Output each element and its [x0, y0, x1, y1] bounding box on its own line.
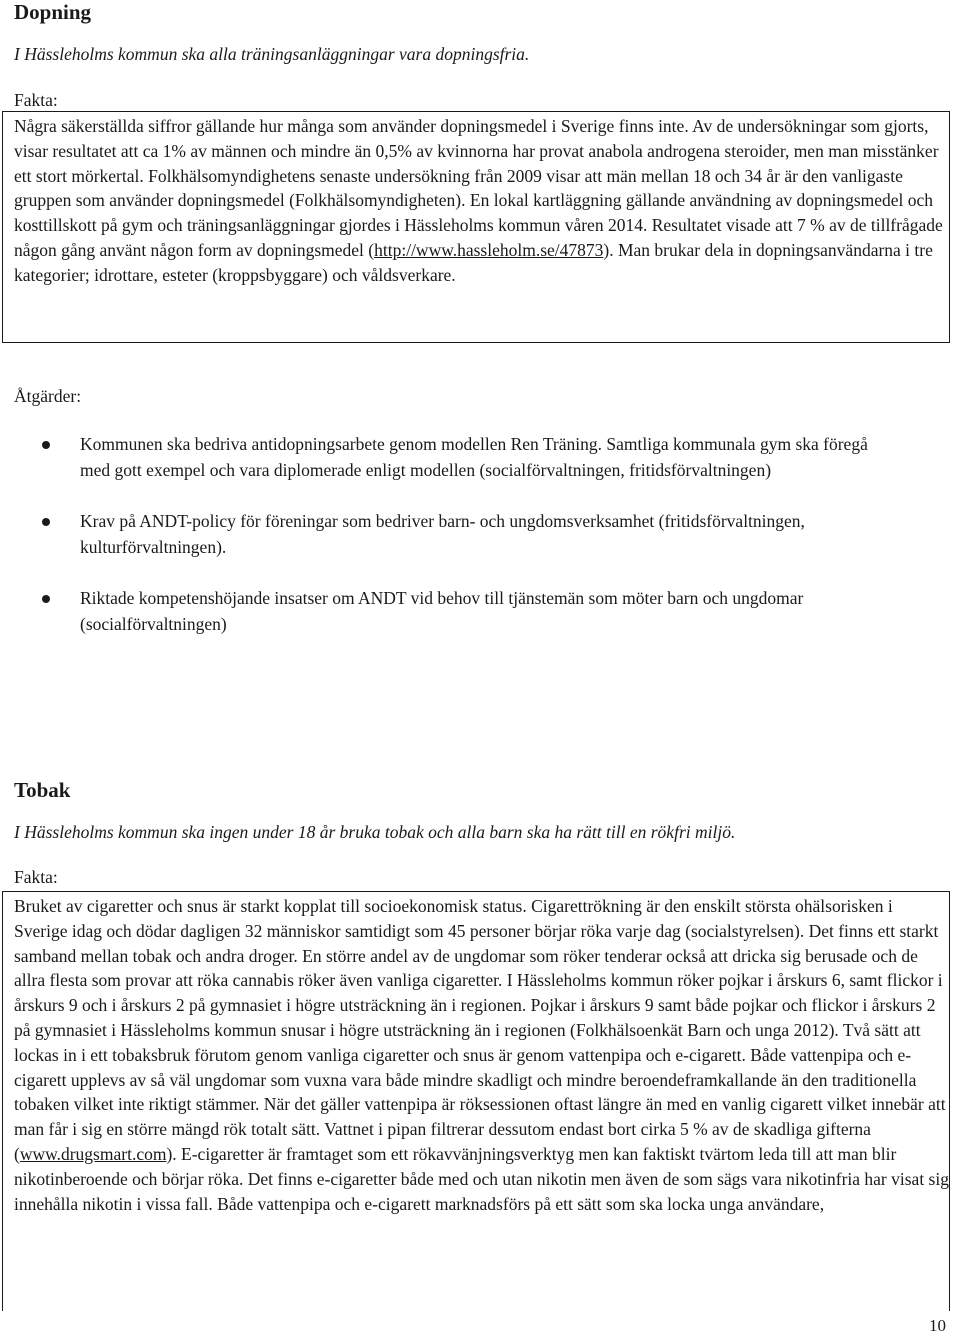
tobak-facts-part2: ). E-cigaretter är framtaget som ett rökavvänjningsverktyg men kan faktiskt tvärtom leda till att man blir nikotinberoende och börjar röka. Det finns e-cigaretter både med och utan nikotin men även de som sägs vara nikotinfria har visat sig innehålla nikotin i vissa fall. Både vattenpipa och e-cigarett marknadsförs på ett sätt som ska locka unga användare,	[14, 1143, 949, 1214]
measure-text: Riktade kompetenshöjande insatser om ANDT vid behov till tjänstemän som möter barn och ungdomar (socialförvaltningen)	[80, 588, 804, 634]
measure-text: Kommunen ska bedriva antidopningsarbete genom modellen Ren Träning. Samtliga kommunala gym ska föregå med gott exempel och vara diplomerade enligt modellen (socialförvaltningen, fritidsförvaltningen)	[80, 434, 868, 480]
list-item	[0, 432, 940, 483]
dopning-facts-part2: ). Man brukar dela in dopningsanvändarna i tre kategorier; idrottare, esteter (kroppsbyggare) och våldsverkare.	[14, 239, 933, 285]
bullet-icon	[42, 595, 50, 603]
atgarder-label: Åtgärder:	[14, 386, 82, 406]
dopning-heading: Dopning	[14, 0, 92, 24]
tobak-facts-text	[14, 894, 949, 1216]
list-item	[0, 509, 940, 560]
page-number: 10	[929, 1316, 946, 1335]
bullet-icon	[42, 518, 50, 526]
tobak-heading: Tobak	[14, 778, 71, 802]
tobak-facts-part1: Bruket av cigaretter och snus är starkt kopplat till socioekonomisk status. Cigarettrökning är den enskilt största ohälsorisken i Sverige idag och dödar dagligen 32 människor samtidigt som 45 personer börjar röka varje dag (socialstyrelsen). Det finns ett starkt samband mellan tobak och andra droger. En större andel av de ungdomar som röker tenderar också att dricka sig berusade och de allra flesta som provar att röka cannabis röker även vanliga cigaretter. I Hässleholms kommun röker pojkar i årskurs 6, samt flickor i årskurs 9 och i årskurs 2 på gymnasiet i högre utsträckning än i regionen. Pojkar i årskurs 9 samt både pojkar och flickor i årskurs 2 på gymnasiet i Hässleholms kommun snusar i högre utsträckning än i regionen (Folkhälsoenkät Barn och unga 2012). Två sätt att lockas in i ett tobaksbruk förutom genom vanliga cigaretter och snus är genom vattenpipa och e-cigarett. Både vattenpipa och e-cigarett upplevs av så väl ungdomar som vuxna vara både mindre skadligt och mindre beroendeframkallande än den traditionella tobaken vilket inte riktigt stämmer. När det gäller vattenpipa är röksessionen oftast längre än med en vanlig cigarett vilket innebär att man får i sig en större mängd rök totalt sätt. Vattnet i pipan filtrerar dessutom endast bort cirka 5 % av de skadliga gifterna (	[14, 896, 946, 1164]
dopning-fakta-label: Fakta:	[14, 90, 58, 110]
dopning-facts-text	[14, 114, 949, 288]
dopning-facts-link[interactable]: http://www.hassleholm.se/47873	[374, 239, 604, 260]
dopning-facts-part1: Några säkerställda siffror gällande hur många som använder dopningsmedel i Sverige finns inte. Av de undersökningar som gjorts, visar resultatet att ca 1% av männen och mindre än 0,5% av kvinnorna har provat anabola androgena steroider, men man misstänker ett stort mörkertal. Folkhälsomyndighetens senaste undersökning från 2009 visar att män mellan 18 och 34 år är den vanligaste gruppen som använder dopningsmedel (Folkhälsomyndigheten). En lokal kartläggning gällande användning av dopningsmedel och kosttillskott på gym och träningsanläggningar gjordes i Hässleholms kommun våren 2014. Resultatet visade att 7 % av de tillfrågade någon gång använt någon form av dopningsmedel (	[14, 116, 943, 260]
dopning-goal: I Hässleholms kommun ska alla träningsanläggningar vara dopningsfria.	[14, 44, 530, 64]
tobak-fakta-label: Fakta:	[14, 867, 58, 887]
measure-text: Krav på ANDT-policy för föreningar som bedriver barn- och ungdomsverksamhet (fritidsförvaltningen, kulturförvaltningen).	[80, 511, 805, 557]
dopning-facts-box	[2, 111, 950, 343]
tobak-facts-link[interactable]: www.drugsmart.com	[19, 1143, 167, 1164]
list-item	[0, 586, 940, 637]
measures-list	[0, 432, 940, 663]
tobak-goal: I Hässleholms kommun ska ingen under 18 år bruka tobak och alla barn ska ha rätt till en rökfri miljö.	[14, 822, 736, 842]
tobak-facts-box	[2, 891, 950, 1311]
bullet-icon	[42, 441, 50, 449]
